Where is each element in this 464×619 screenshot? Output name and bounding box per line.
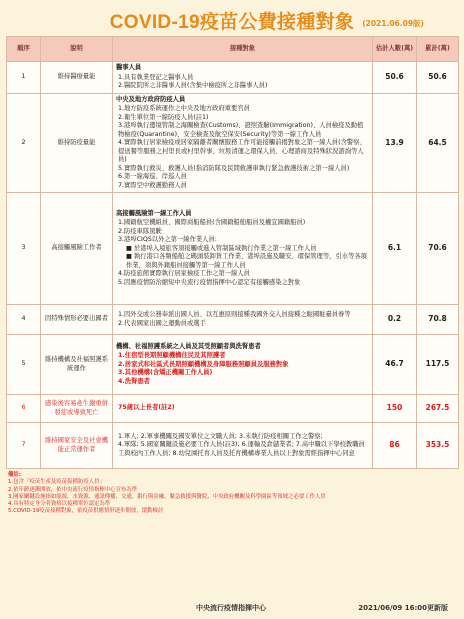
target-item: 5.因應疫情防治縮短中央流行疫情指揮中心認定有接觸感染之對象 [118,278,301,286]
row-cumulative: 64.5 [417,93,459,193]
target-item: ■ 執行港口各類船舶之碼頭裝卸貨工作業、港埠設施及職安、環保管理等，引水等各項作業，須與外籍船員接觸等第一線工作人員 [126,253,367,269]
target-item: ■ 於港埠入境旅客須接觸或進入管制區域執行作業之第一線工作人員 [126,244,317,252]
footer [0,603,464,615]
target-item: 4.軍隊; 5.國家關鍵設施必要工作人員(註3); 6.運輸及倉儲業者; 7.高中職以下學校教職員工與校內工作人員; 8.幼兒園托育人員及托育機構專業人員以上對象需經指揮中心同意 [118,441,365,457]
row-description: 感染後容易產生嚴重併發症或導致死亡 [41,395,113,423]
target-item: 3.港埠執行邊境管制之海關檢查(Customs)、證照查驗(Immigration)、人員檢疫及動植物檢疫(Quarantine)、安全檢查及航空保安(Security)等第一線工作人員 [118,122,364,138]
row-order: 6 [7,395,41,423]
target-item: 2.代表國家出國之運動員或選手 [118,319,206,327]
row-cumulative: 70.6 [417,193,459,305]
note-line: 5.COVID-19疫苗接種對象，依疫苗供應情形逐步開放，滾動檢討 [8,508,164,515]
target-item: 1.具有執業登記之醫事人員 [118,73,194,81]
row-order: 1 [7,62,41,94]
note-line: 1.包含「疫苗生產及疫苗接種防疫人員」 [8,479,105,486]
row-cumulative: 353.5 [417,423,459,469]
row-description: 維持機構及社福照護系統運作 [41,335,113,395]
row-estimate: 0.2 [373,305,417,335]
footer-updated: 2021/06/09 16:00更新版 [358,604,448,612]
col-header-targets: 接種對象 [113,37,373,62]
target-item: 1.地方防疫系統運作之中央及地方政府重要官員 [118,105,250,112]
target-item: 4.防疫旅館實際執行居家檢疫工作之第一線人員 [118,270,250,278]
target-item: 1.國籍航空機組員、國際商船船員(含國籍船舶船員及權宜國籍船員) [118,219,306,227]
target-item: 3.港埠CIQS以外之第一線作業人員: [118,236,217,244]
table-row [7,305,459,335]
row-description: 維持醫療量能 [41,62,113,94]
table-row [7,395,459,423]
target-item: 5.實際執行救災、救護人員(指消防隊及民間救護車執行緊急救護技術之第一線人員) [118,164,350,172]
table-row [7,193,459,305]
row-estimate: 46.7 [373,335,417,395]
row-targets [113,423,373,469]
col-header-desc: 說明 [41,37,113,62]
row-estimate: 150 [373,395,417,423]
notes-title: 備註: [8,472,21,478]
notes [6,472,458,516]
group-title: 中央及地方政府防疫人員 [116,95,186,103]
col-header-estimate: 估計人數(萬) [373,37,417,62]
version-date: (2021.06.09版) [362,19,424,28]
table-row [7,62,459,94]
target-item: 3.其他機構(含矯正機關工作人員) [118,369,213,377]
row-order: 5 [7,335,41,395]
note-line: 2.依年齡逐漸開放，依中央流行疫情指揮中心宣布為準 [8,486,138,493]
target-item: 75歲以上長者(註2) [118,404,175,412]
row-description: 高接觸風險工作者 [41,193,113,305]
row-order: 2 [7,93,41,193]
title-row [6,4,458,36]
target-item: 2.居家式和社區式長期照顧機構及身障服務照顧員及服務對象 [118,360,289,368]
target-item: 1.軍人; 2.軍事機關及國安單位之文職人員; 3.未執行防疫相關工作之警察; [118,432,323,440]
row-cumulative: 117.5 [417,335,459,395]
row-targets [113,305,373,335]
row-estimate: 13.9 [373,93,417,193]
row-order: 4 [7,305,41,335]
table-body [7,62,459,469]
target-item: 4.洗腎患者 [118,377,150,385]
row-targets [113,335,373,395]
table-row [7,93,459,193]
row-order: 7 [7,423,41,469]
target-item: 2.防疫車隊駕駛 [118,227,162,235]
target-item: 1.住宿型長期照顧機構住民及其照護者 [118,352,226,360]
row-cumulative: 50.6 [417,62,459,94]
group-title: 高接觸風險第一線工作人員 [116,209,192,217]
row-estimate: 86 [373,423,417,469]
target-item: 2.衛生單位第一線防疫人員(註1) [118,113,209,121]
col-header-order: 順序 [7,37,41,62]
table-row [7,335,459,395]
row-estimate: 50.6 [373,62,417,94]
row-cumulative: 267.5 [417,395,459,423]
page-title: COVID-19疫苗公費接種對象 [109,12,355,33]
table-header-row [7,37,459,62]
row-targets [113,193,373,305]
row-targets [113,93,373,193]
note-line: 4.具有特定身分者資格以接種單位認定為準 [8,501,111,508]
row-description: 維持防疫量能 [41,93,113,193]
group-title: 醫事人員 [116,64,142,71]
row-estimate: 6.1 [373,193,417,305]
target-item: 1.因外交或公務奉派出國人員、以互惠原則接種我國外交人員接種之駐國駐臺員眷等 [118,311,351,318]
target-item: 7.實際空中救護勤務人員 [118,181,187,189]
group-title: 機構、社福照護系統之人員及其受照顧者與洗腎患者 [116,342,261,350]
row-description: 因特殊情形必要出國者 [41,305,113,335]
row-cumulative: 70.8 [417,305,459,335]
table-row [7,423,459,469]
row-description: 維持國家安全及社會機能正常運作者 [41,423,113,469]
row-targets [113,62,373,94]
target-item: 2.醫院院所之非醫事人員(含集中檢疫所之非醫事人員) [118,82,268,89]
row-order: 3 [7,193,41,305]
target-item: 4.實際執行居家檢疫或居家隔離者關懷服務工作可能接觸前揭對象之第一線人員(含警察、提送餐等服務之村里長或村里幹事、垃圾清運之環保人員、心理諮商及特殊狀況諮詢等人員) [118,139,366,163]
footer-org: 中央流行疫情指揮中心 [196,604,266,612]
target-item: 6.第一線海巡、岸巡人員 [118,173,187,180]
col-header-cumulative: 累計(萬) [417,37,459,62]
priority-table [6,36,459,469]
row-targets [113,395,373,423]
note-line: 3.國家關鍵設施指如能源、水資源、通訊傳播、交通、銀行與金融、緊急救援與醫院、中央政府機關及科學園區等領域之必要工作人員 [8,493,326,500]
